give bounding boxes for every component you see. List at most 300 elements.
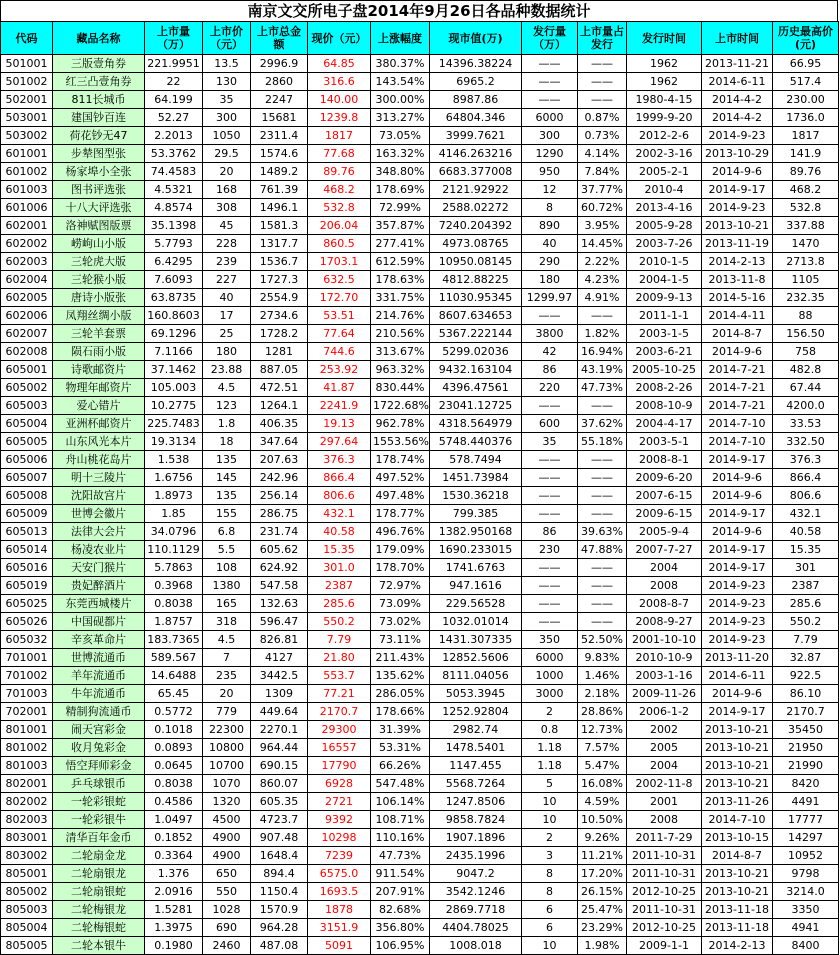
cell-listed-price: 1320 [203,793,251,811]
cell-listed-price: 550 [203,883,251,901]
cell-listed-qty: 0.1980 [145,937,203,955]
cell-issue-qty: 6 [522,919,578,937]
cell-listed-price: 168 [203,181,251,199]
cell-record-high: 337.88 [773,217,839,235]
cell-listed-price: 35 [203,91,251,109]
cell-market-value: 9047.2 [430,865,522,883]
cell-gain: 73.11% [371,631,430,649]
cell-market-value: 8111.04056 [430,667,522,685]
cell-list-date: 2014-9-23 [702,577,773,595]
table-row [1,865,839,883]
cell-issue-qty: 86 [522,361,578,379]
cell-issue-date: 2009-6-15 [627,505,702,523]
sheet-title: 南京文交所电子盘2014年9月26日各品种数据统计 [0,0,838,21]
cell-code: 601001 [1,145,53,163]
cell-listed-total: 2311.4 [251,127,308,145]
cell-listed-total: 1309 [251,685,308,703]
cell-listed-price: 23.88 [203,361,251,379]
cell-issue-qty: 300 [522,127,578,145]
cell-code: 602005 [1,289,53,307]
cell-issue-date: 2012-10-25 [627,883,702,901]
cell-name: 物理年邮资片 [53,379,145,397]
cell-issue-qty: —— [522,91,578,109]
cell-list-date: 2014-5-16 [702,289,773,307]
cell-listed-total: 605.62 [251,541,308,559]
cell-listed-qty: 0.1018 [145,721,203,739]
cell-listed-ratio: 2.18% [578,685,627,703]
cell-listed-ratio: 1.82% [578,325,627,343]
cell-name: 二轮扇银龙 [53,865,145,883]
cell-listed-price: 6.8 [203,523,251,541]
cell-listed-ratio: 37.62% [578,415,627,433]
cell-listed-ratio: 60.72% [578,199,627,217]
cell-issue-date: 2005-9-4 [627,523,702,541]
cell-issue-date: 2002 [627,721,702,739]
cell-listed-qty: 221.9951 [145,55,203,73]
cell-name: 步辇图型张 [53,145,145,163]
cell-code: 605016 [1,559,53,577]
cell-listed-ratio: —— [578,595,627,613]
cell-listed-qty: 5.7863 [145,559,203,577]
header-code: 代码 [1,22,53,55]
cell-name: 精制狗流通币 [53,703,145,721]
cell-list-date: 2014-9-6 [702,343,773,361]
cell-current-price: 316.6 [308,73,371,91]
cell-listed-total: 761.39 [251,181,308,199]
cell-listed-ratio: 16.08% [578,775,627,793]
table-row [1,379,839,397]
cell-listed-ratio: 7.84% [578,163,627,181]
cell-issue-date: 2008-10-9 [627,397,702,415]
cell-name: 中国砚都片 [53,613,145,631]
cell-issue-date: 2008-8-1 [627,451,702,469]
cell-record-high: 232.35 [773,289,839,307]
cell-list-date: 2014-9-23 [702,631,773,649]
table-row [1,307,839,325]
cell-listed-qty: 0.3968 [145,577,203,595]
cell-listed-ratio: 17.20% [578,865,627,883]
cell-name: 建国钞百连 [53,109,145,127]
cell-current-price: 376.3 [308,451,371,469]
cell-listed-qty: 1.538 [145,451,203,469]
cell-record-high: 156.50 [773,325,839,343]
cell-listed-qty: 110.1129 [145,541,203,559]
cell-issue-qty: 6 [522,901,578,919]
cell-name: 三轮虎大版 [53,253,145,271]
cell-market-value: 5367.222144 [430,325,522,343]
table-row [1,109,839,127]
cell-issue-date: 2009-9-13 [627,289,702,307]
header-gain: 上涨幅度 [371,22,430,55]
cell-listed-price: 227 [203,271,251,289]
header-record-high: 历史最高价(元) [773,22,839,55]
cell-gain: 356.80% [371,919,430,937]
cell-issue-date: 2008 [627,577,702,595]
cell-gain: 963.32% [371,361,430,379]
cell-issue-date: 1962 [627,73,702,91]
cell-list-date: 2013-11-18 [702,919,773,937]
cell-list-date: 2014-9-23 [702,613,773,631]
cell-list-date: 2014-8-7 [702,847,773,865]
cell-code: 605004 [1,415,53,433]
cell-list-date: 2013-11-8 [702,271,773,289]
cell-listed-price: 25 [203,325,251,343]
cell-name: 东莞西城楼片 [53,595,145,613]
cell-market-value: 4973.08765 [430,235,522,253]
cell-list-date: 2013-10-29 [702,145,773,163]
cell-listed-qty: 7.1166 [145,343,203,361]
cell-listed-qty: 0.3364 [145,847,203,865]
cell-listed-ratio: —— [578,55,627,73]
cell-listed-ratio: —— [578,559,627,577]
cell-current-price: 432.1 [308,505,371,523]
table-row [1,685,839,703]
cell-listed-price: 308 [203,199,251,217]
table-row [1,631,839,649]
cell-listed-qty: 0.0893 [145,739,203,757]
cell-listed-price: 4.5 [203,631,251,649]
cell-listed-total: 964.44 [251,739,308,757]
cell-gain: 178.63% [371,271,430,289]
cell-issue-qty: 10 [522,811,578,829]
cell-listed-ratio: —— [578,451,627,469]
cell-market-value: 4404.78025 [430,919,522,937]
cell-market-value: 229.56528 [430,595,522,613]
cell-listed-qty: 1.85 [145,505,203,523]
cell-listed-ratio: 4.23% [578,271,627,289]
cell-listed-ratio: 11.21% [578,847,627,865]
cell-listed-total: 1581.3 [251,217,308,235]
table-row [1,721,839,739]
cell-list-date: 2014-4-2 [702,109,773,127]
cell-issue-date: 2009-1-1 [627,937,702,955]
cell-listed-qty: 1.8973 [145,487,203,505]
cell-listed-qty: 10.2775 [145,397,203,415]
cell-issue-qty: 1299.97 [522,289,578,307]
cell-market-value: 7240.204392 [430,217,522,235]
cell-listed-ratio: —— [578,397,627,415]
cell-list-date: 2014-9-23 [702,199,773,217]
cell-code: 601003 [1,181,53,199]
cell-current-price: 53.51 [308,307,371,325]
cell-list-date: 2014-2-13 [702,253,773,271]
cell-issue-date: 2002-11-8 [627,775,702,793]
cell-name: 一轮彩银蛇 [53,793,145,811]
cell-code: 802001 [1,775,53,793]
cell-gain: 277.41% [371,235,430,253]
cell-listed-ratio: 47.88% [578,541,627,559]
cell-gain: 497.52% [371,469,430,487]
cell-code: 701001 [1,649,53,667]
cell-listed-total: 1317.7 [251,235,308,253]
cell-issue-date: 2003-1-16 [627,667,702,685]
cell-market-value: 23041.12725 [430,397,522,415]
cell-listed-price: 239 [203,253,251,271]
cell-current-price: 7.79 [308,631,371,649]
cell-listed-price: 40 [203,289,251,307]
cell-record-high: 10952 [773,847,839,865]
cell-code: 602007 [1,325,53,343]
cell-listed-total: 132.63 [251,595,308,613]
cell-name: 天安门猴片 [53,559,145,577]
cell-listed-price: 135 [203,487,251,505]
table-row [1,487,839,505]
cell-current-price: 2241.9 [308,397,371,415]
cell-record-high: 332.50 [773,433,839,451]
cell-market-value: 6965.2 [430,73,522,91]
table-row [1,883,839,901]
cell-current-price: 2170.7 [308,703,371,721]
cell-gain: 47.73% [371,847,430,865]
table-row [1,541,839,559]
table-row [1,793,839,811]
cell-issue-date: 2001 [627,793,702,811]
cell-listed-ratio: 5.47% [578,757,627,775]
cell-listed-price: 5.5 [203,541,251,559]
cell-market-value: 3999.7621 [430,127,522,145]
cell-gain: 497.48% [371,487,430,505]
cell-issue-date: 2005-9-28 [627,217,702,235]
cell-market-value: 5299.02036 [430,343,522,361]
cell-listed-ratio: 2.22% [578,253,627,271]
cell-issue-date: 2007-7-27 [627,541,702,559]
cell-market-value: 2435.1996 [430,847,522,865]
table-row [1,415,839,433]
cell-listed-ratio: 16.94% [578,343,627,361]
cell-issue-date: 1980-4-15 [627,91,702,109]
cell-list-date: 2014-9-17 [702,181,773,199]
cell-listed-total: 487.08 [251,937,308,955]
cell-issue-date: 1999-9-20 [627,109,702,127]
cell-list-date: 2014-9-6 [702,523,773,541]
cell-list-date: 2014-9-17 [702,451,773,469]
cell-listed-price: 165 [203,595,251,613]
table-row [1,667,839,685]
cell-market-value: 10950.08145 [430,253,522,271]
cell-listed-qty: 0.0645 [145,757,203,775]
cell-listed-total: 406.35 [251,415,308,433]
cell-listed-ratio: —— [578,91,627,109]
table-row [1,703,839,721]
cell-current-price: 1703.1 [308,253,371,271]
cell-listed-price: 180 [203,343,251,361]
cell-issue-qty: 180 [522,271,578,289]
cell-listed-qty: 1.3975 [145,919,203,937]
cell-market-value: 1530.36218 [430,487,522,505]
table-row [1,397,839,415]
table-row [1,469,839,487]
cell-code: 503001 [1,109,53,127]
cell-issue-qty: —— [522,613,578,631]
cell-listed-price: 650 [203,865,251,883]
cell-record-high: 4491 [773,793,839,811]
cell-gain: 178.77% [371,505,430,523]
cell-list-date: 2014-7-10 [702,415,773,433]
table-row [1,739,839,757]
cell-name: 收月兔彩金 [53,739,145,757]
table-row [1,613,839,631]
cell-market-value: 1431.307335 [430,631,522,649]
cell-record-high: 21950 [773,739,839,757]
cell-current-price: 553.7 [308,667,371,685]
table-row [1,73,839,91]
cell-issue-qty: 1.18 [522,739,578,757]
cell-gain: 496.76% [371,523,430,541]
cell-market-value: 1741.6763 [430,559,522,577]
cell-listed-total: 964.28 [251,919,308,937]
cell-market-value: 4396.47561 [430,379,522,397]
cell-current-price: 2721 [308,793,371,811]
cell-current-price: 9392 [308,811,371,829]
cell-code: 801003 [1,757,53,775]
cell-current-price: 2387 [308,577,371,595]
cell-market-value: 1382.950168 [430,523,522,541]
cell-listed-qty: 6.4295 [145,253,203,271]
cell-current-price: 1239.8 [308,109,371,127]
cell-gain: 135.62% [371,667,430,685]
cell-listed-total: 624.92 [251,559,308,577]
cell-issue-qty: —— [522,307,578,325]
cell-issue-qty: 3 [522,847,578,865]
cell-record-high: 922.5 [773,667,839,685]
cell-current-price: 285.6 [308,595,371,613]
cell-record-high: 1470 [773,235,839,253]
cell-list-date: 2014-8-7 [702,325,773,343]
cell-issue-date: 2011-1-1 [627,307,702,325]
cell-record-high: 806.6 [773,487,839,505]
cell-listed-total: 2270.1 [251,721,308,739]
cell-listed-ratio: 37.77% [578,181,627,199]
cell-market-value: 4146.263216 [430,145,522,163]
cell-listed-price: 135 [203,451,251,469]
cell-code: 805002 [1,883,53,901]
cell-market-value: 578.7494 [430,451,522,469]
cell-listed-price: 235 [203,667,251,685]
cell-record-high: 482.8 [773,361,839,379]
cell-record-high: 4200.0 [773,397,839,415]
cell-market-value: 8607.634653 [430,307,522,325]
cell-list-date: 2013-11-26 [702,793,773,811]
cell-current-price: 550.2 [308,613,371,631]
cell-code: 802002 [1,793,53,811]
header-list-date: 上市时间 [702,22,773,55]
cell-gain: 331.75% [371,289,430,307]
cell-list-date: 2014-9-17 [702,703,773,721]
header-market-value: 现市值(万) [430,22,522,55]
table-row [1,811,839,829]
cell-record-high: 2713.8 [773,253,839,271]
cell-listed-qty: 589.567 [145,649,203,667]
cell-listed-qty: 65.45 [145,685,203,703]
cell-listed-price: 108 [203,559,251,577]
cell-issue-qty: 42 [522,343,578,361]
cell-listed-total: 207.63 [251,451,308,469]
cell-name: 唐诗小版张 [53,289,145,307]
cell-list-date: 2014-4-2 [702,91,773,109]
cell-gain: 143.54% [371,73,430,91]
cell-listed-ratio: 9.26% [578,829,627,847]
cell-issue-qty: 3000 [522,685,578,703]
cell-market-value: 6683.377008 [430,163,522,181]
cell-issue-date: 2004-4-17 [627,415,702,433]
cell-record-high: 432.1 [773,505,839,523]
cell-gain: 1722.68% [371,397,430,415]
cell-issue-qty: 0.8 [522,721,578,739]
cell-list-date: 2014-9-17 [702,505,773,523]
cell-list-date: 2014-9-23 [702,127,773,145]
cell-listed-total: 242.96 [251,469,308,487]
cell-listed-price: 145 [203,469,251,487]
cell-code: 605013 [1,523,53,541]
cell-issue-qty: 12 [522,181,578,199]
cell-gain: 211.43% [371,649,430,667]
cell-issue-qty: —— [522,469,578,487]
cell-current-price: 172.70 [308,289,371,307]
cell-list-date: 2014-7-21 [702,379,773,397]
cell-current-price: 253.92 [308,361,371,379]
cell-name: 一轮彩银牛 [53,811,145,829]
cell-listed-total: 1574.6 [251,145,308,163]
cell-current-price: 806.6 [308,487,371,505]
cell-list-date: 2014-9-17 [702,541,773,559]
cell-listed-total: 1281 [251,343,308,361]
cell-listed-qty: 2.2013 [145,127,203,145]
cell-issue-date: 2003-6-21 [627,343,702,361]
cell-current-price: 19.13 [308,415,371,433]
cell-issue-date: 2010-4 [627,181,702,199]
cell-listed-ratio: 3.95% [578,217,627,235]
cell-issue-date: 2002-3-16 [627,145,702,163]
cell-name: 二轮梅银龙 [53,901,145,919]
table-row [1,595,839,613]
cell-issue-qty: 40 [522,235,578,253]
cell-market-value: 5568.7264 [430,775,522,793]
cell-market-value: 5053.3945 [430,685,522,703]
table-row [1,343,839,361]
cell-listed-ratio: 23.29% [578,919,627,937]
cell-issue-date: 2007-6-15 [627,487,702,505]
cell-listed-price: 318 [203,613,251,631]
cell-issue-qty: 350 [522,631,578,649]
cell-code: 605006 [1,451,53,469]
cell-code: 701002 [1,667,53,685]
table-row [1,127,839,145]
cell-current-price: 1693.5 [308,883,371,901]
header-listed-qty: 上市量（万） [145,22,203,55]
cell-code: 605014 [1,541,53,559]
cell-listed-price: 20 [203,685,251,703]
cell-name: 闹天宫彩金 [53,721,145,739]
cell-listed-qty: 4.5321 [145,181,203,199]
cell-market-value: 1690.233015 [430,541,522,559]
cell-current-price: 866.4 [308,469,371,487]
cell-name: 清华百年金币 [53,829,145,847]
cell-list-date: 2014-7-21 [702,397,773,415]
cell-listed-price: 4.5 [203,379,251,397]
cell-current-price: 5091 [308,937,371,955]
cell-current-price: 29300 [308,721,371,739]
cell-listed-qty: 0.8038 [145,775,203,793]
cell-market-value: 1008.018 [430,937,522,955]
table-row [1,253,839,271]
cell-list-date: 2014-4-11 [702,307,773,325]
cell-code: 802003 [1,811,53,829]
cell-record-high: 532.8 [773,199,839,217]
cell-market-value: 5748.440376 [430,433,522,451]
table-row [1,55,839,73]
cell-issue-qty: —— [522,559,578,577]
cell-listed-total: 1728.2 [251,325,308,343]
